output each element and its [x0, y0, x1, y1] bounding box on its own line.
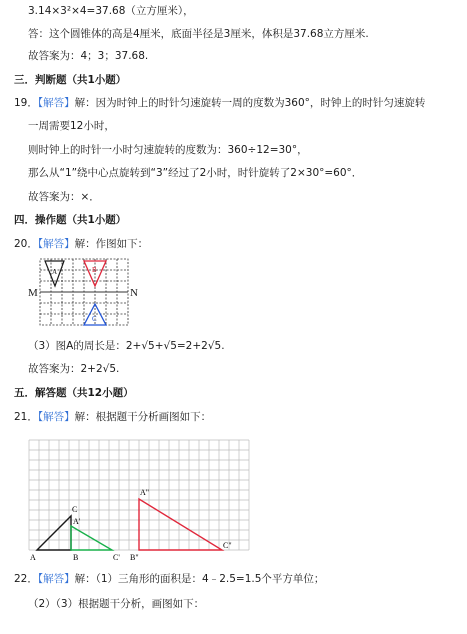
- text-line: 3.14×3²×4=37.68（立方厘米），: [28, 5, 194, 17]
- text-line: 则时钟上的时针一小时匀速旋转的度数为：360÷12=30°，: [28, 144, 308, 156]
- answer-tag: 【解答】: [37, 97, 75, 109]
- text-line: 故答案为：2+2√5.: [28, 363, 120, 375]
- question-21: [14, 410, 211, 424]
- question-number: 22．: [14, 573, 38, 585]
- text-line: （2）（3）根据题干分析，画图如下：: [28, 598, 205, 610]
- label-c-prime: C': [113, 553, 120, 562]
- text-line: 一周需要12小时，: [28, 120, 115, 132]
- section-heading: 五．解答题（共12小题）: [14, 387, 134, 399]
- label-a-prime: A': [73, 517, 81, 526]
- question-19: [14, 96, 425, 110]
- question-text: 解：（1）三角形的面积是：4﹣2.5=1.5个平方单位；: [74, 573, 325, 585]
- label-n: N: [130, 287, 138, 299]
- label-b-double-prime: B": [130, 553, 139, 562]
- question-20: [14, 237, 148, 251]
- question-number: 19．: [14, 97, 38, 109]
- triangle-green: [71, 526, 112, 550]
- section-heading: 三．判断题（共1小题）: [14, 74, 127, 86]
- label-b: B: [92, 266, 97, 274]
- question-text: 解：根据题干分析画图如下：: [74, 411, 212, 423]
- answer-tag: 【解答】: [37, 573, 75, 585]
- triangle-red: [139, 499, 222, 550]
- answer-tag: 【解答】: [37, 411, 75, 423]
- label-c: C: [92, 315, 97, 323]
- answer-tag: 【解答】: [37, 238, 75, 250]
- triangle-abc: [37, 516, 71, 550]
- question-text: 解：作图如下：: [74, 238, 149, 250]
- text-line: 答：这个圆锥体的高是4厘米，底面半径是3厘米，体积是37.68立方厘米.: [28, 28, 369, 40]
- text-line: 故答案为：4；3；37.68.: [28, 50, 149, 62]
- question-text: 解：因为时钟上的时针匀速旋转一周的度数为360°，时钟上的时针匀速旋转: [74, 97, 426, 109]
- question-number: 21．: [14, 411, 38, 423]
- figure-21-grid: [24, 432, 254, 564]
- question-number: 20．: [14, 238, 38, 250]
- label-c-double-prime: C": [223, 541, 232, 550]
- label-a-double-prime: A": [140, 488, 150, 497]
- label-m: M: [28, 287, 38, 299]
- label-b: B: [73, 553, 79, 562]
- question-22: [14, 572, 324, 586]
- text-line: 故答案为：×．: [28, 191, 100, 203]
- text-line: 那么从“1”绕中心点旋转到“3”经过了2小时，时针旋转了2×30°=60°．: [28, 167, 363, 179]
- text-line: （3）图A的周长是：2+√5+√5=2+2√5.: [28, 340, 225, 352]
- label-a: A: [52, 268, 58, 276]
- label-c: C: [72, 505, 78, 514]
- section-heading: 四．操作题（共1小题）: [14, 214, 127, 226]
- figure-20-grid: [26, 255, 136, 331]
- label-a: A: [30, 553, 36, 562]
